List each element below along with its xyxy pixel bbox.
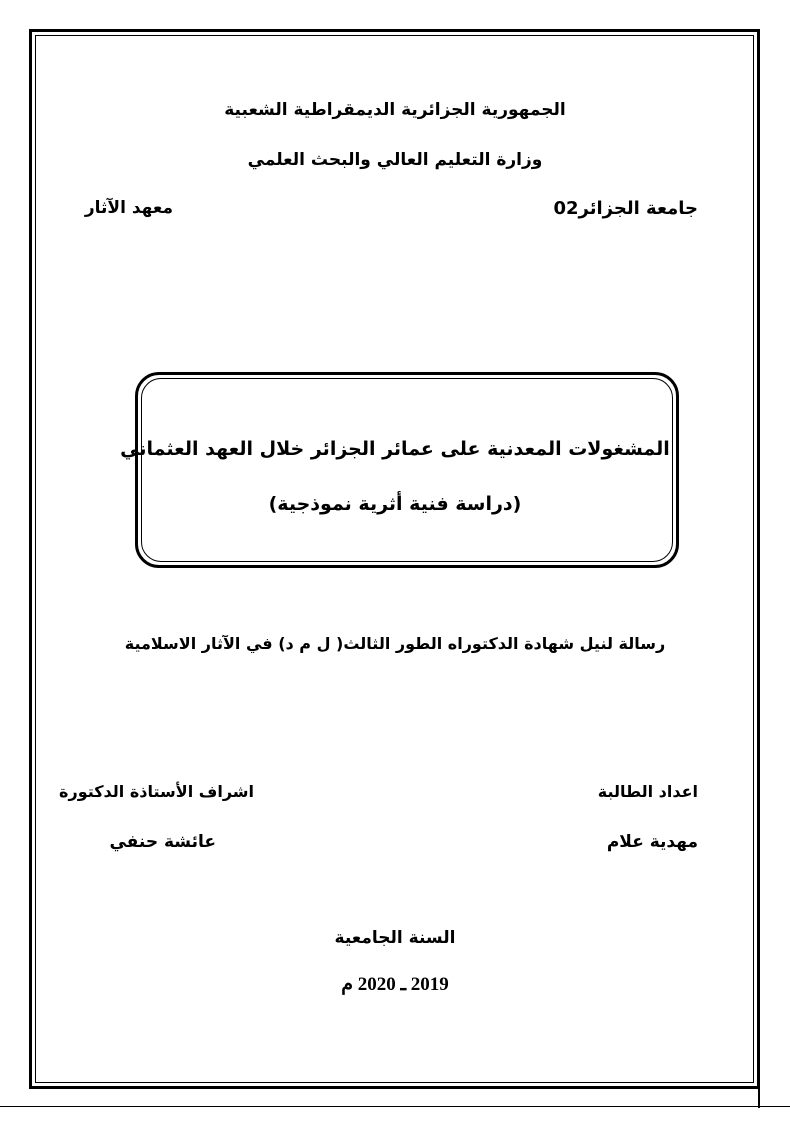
republic-name: الجمهورية الجزائرية الديمقراطية الشعبية <box>224 100 566 120</box>
institute-name: معهد الآثار <box>84 198 173 218</box>
academic-year-label: السنة الجامعية <box>334 928 456 948</box>
supervisor-label: اشراف الأستاذة الدكتورة <box>59 782 254 801</box>
supervisor-name: عائشة حنفي <box>109 832 216 852</box>
academic-year-value: 2019 ـ 2020 م <box>341 974 449 995</box>
student-name: مهدية علام <box>606 832 698 852</box>
ministry-name: وزارة التعليم العالي والبحث العلمي <box>247 150 543 170</box>
prepared-by-label: اعداد الطالبة <box>597 782 698 801</box>
title-box-inner-border <box>141 378 673 562</box>
page-edge-line <box>0 1106 790 1107</box>
degree-statement: رسالة لنيل شهادة الدكتوراه الطور الثالث( ل م د) في الآثار الاسلامية <box>124 634 666 653</box>
thesis-subtitle: (دراسة فنية أثرية نموذجية) <box>268 493 522 515</box>
university-name: جامعة الجزائر02 <box>553 198 698 219</box>
thesis-title: المشغولات المعدنية على عمائر الجزائر خلال العهد العثماني <box>120 438 670 460</box>
